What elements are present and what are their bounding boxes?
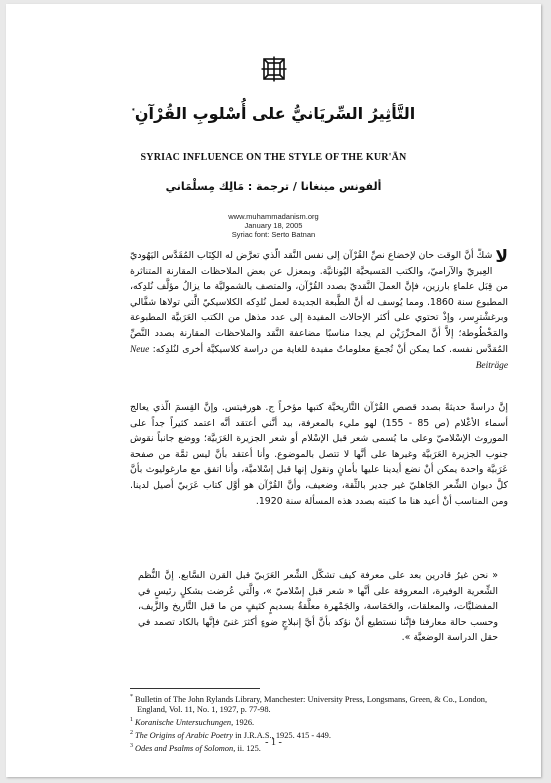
paragraph-1-text: شكَّ أنَّ الوقت حان لإخضاع نصِّ القُرْآن إلى نفس النَّقد الَّذي تعرَّض له الكِتَاب المُقَدَّس اليَهُوديّ العِبريّ والآراميّ، والكتب المَسيحيَّة اليُونانيَّة. وبمعزل عن بعض الملاحظات المقارنة المتناثرة من قِبَل علماءٍ بارزين، فإنَّ العملَ النَّقديّ بصدد القُرْآن، والمتصف بالشموليَّة ما يزالُ مؤلَّف نُلدِكه، المطبوع سنة 1860. ومما يُوسف له أنَّ الطَّبعة الجديدة لعمل نُلدِكه الكلاسيكيّ الَّتي تولاها شفَّالي وبرغشْترِسر، وإذْ تحتوي على أكثر الإحالات المفيدة إلى عدد مذهل من الكتب العَرَبيَّة المطبوعة والمَخْطُوطة؛ إلاَّ أنَّ المحرِّرَيْن لم يجدا مناسبًا مضاعفة النَّقد والملاحظات المقارنة بصدد النَّصِّ المُقدَّس نفسه. كما يمكن أنْ تُجمعَ معلوماتٌ مفيدة للغاية من دراسة كلاسيكيَّة أخرى لنُلدِكه: bbox=[130, 250, 508, 355]
neue-beitrage-ref: Neue Beiträge bbox=[130, 344, 508, 372]
page-title bbox=[66, 104, 481, 123]
font-note: Syriac font: Serto Batnan bbox=[231, 230, 316, 239]
english-subtitle: SYRIAC INFLUENCE ON THE STYLE OF THE KUR'ĀN bbox=[140, 152, 407, 163]
drop-cap: لا bbox=[495, 248, 508, 267]
knot-ornament-icon bbox=[261, 56, 287, 82]
title-footnote-marker: * bbox=[131, 107, 135, 115]
source-meta bbox=[66, 212, 481, 239]
author-translator-line: ألفونس مينغانا / ترجمة : مَالِك مِسلْمَاني bbox=[165, 180, 382, 193]
title-text: التَّأثِيرُ السِّريَانيُّ على أُسْلوبِ القُرْآنِ bbox=[134, 104, 416, 123]
site-url: www.muhammadanism.org bbox=[228, 212, 319, 221]
publish-date: January 18, 2005 bbox=[244, 221, 303, 230]
document-page bbox=[6, 4, 541, 777]
block-quote: « نحن غيرُ قادرين بعد على معرفة كيف تشكَّل الشِّعر العَرَبيّ قبل القرن السَّابع. إنَّ النُّظم الشِّعرية الوفيرة، المعروفة على أنَّها « شعر قبل إسْلاميّ »، والَّتي عُرضت بشكلٍ رئيسٍ في المفضليَّات، والمعلقات، والحَمَاسة، والجَمْهرة معلَّقةٌ بسديمٍ كثيفٍ من ما قبل التَّاريخ والزَّيف، وحسب حالة معارفنا فإنَّنا نستطيع أنْ نؤكد بأنَّ أيَّ إنبلاجٍ ضوءٍ أكثرَ غنىً فإنَّها بالكاد تصمد في حقل الدراسة الوضعيَّة ». bbox=[138, 570, 498, 644]
page-number: - 1 - bbox=[265, 737, 282, 748]
footnote-item: $^3$ Odes and Psalms of Solomon, ii. 125. bbox=[130, 743, 261, 753]
footnote-item: $^1$ Koranische Untersuchungen, 1926. bbox=[130, 717, 255, 727]
paragraph-2: إنَّ دراسةً حديثةً بصدد قصص القُرْآن التَّاريخيَّة كتبها مؤخراً ج. هورفيتس. وإنَّ القِسمَ الَّذي يعالج أسماء الأعْلام (ص 85 - 155) لهو مليء بالمعرفة، بيد أنَّني أعتقد أنَّه اعتمد كثيراً جداً على الموروث الإسْلاميّ وعلى ما يُسمى شعر قبل الإسْلام أو شعر الجزيرة العَرَبيَّة؛ ووضع جانباً نقوش جنوب الجزيرة العَرَبيَّة وغيرها على أنَّها لا تتصل بالموضوع. وأنا أعتقد بأنَّ ليس ثمَّة من صفحة عَرَبيَّة واحدة يمكن أنْ نضع أيدينا عليها بأمانٍ ونقول إنها قبل إسْلاميَّة، وأنا اتفق مع مارغوليوث بأنَّ كلَّ ديوان الشِّعر الجَاهليّ غير جدير بالثِّقة، وضعيف، وأنَّ القُرْآن هو أوَّل كتاب عَرَبيّ أصيل لدينا. ومن المناسب أنْ أعيد هنا ما كتبته بصدد هذه المسألة سنة 1920. bbox=[130, 402, 508, 507]
paragraph-1 bbox=[130, 248, 508, 388]
footnote-divider bbox=[130, 688, 260, 689]
footnote-item: $^2$ The Origins of Arabic Poetry in J.R.A.S., 1925. 415 - 449. bbox=[130, 730, 331, 740]
footnote-item: * Bulletin of The John Rylands Library, Manchester: University Press, Longsmans, Green, & Co., London, England, Vol. 11, No. 1, 1927, p. 77-98. bbox=[130, 694, 488, 714]
